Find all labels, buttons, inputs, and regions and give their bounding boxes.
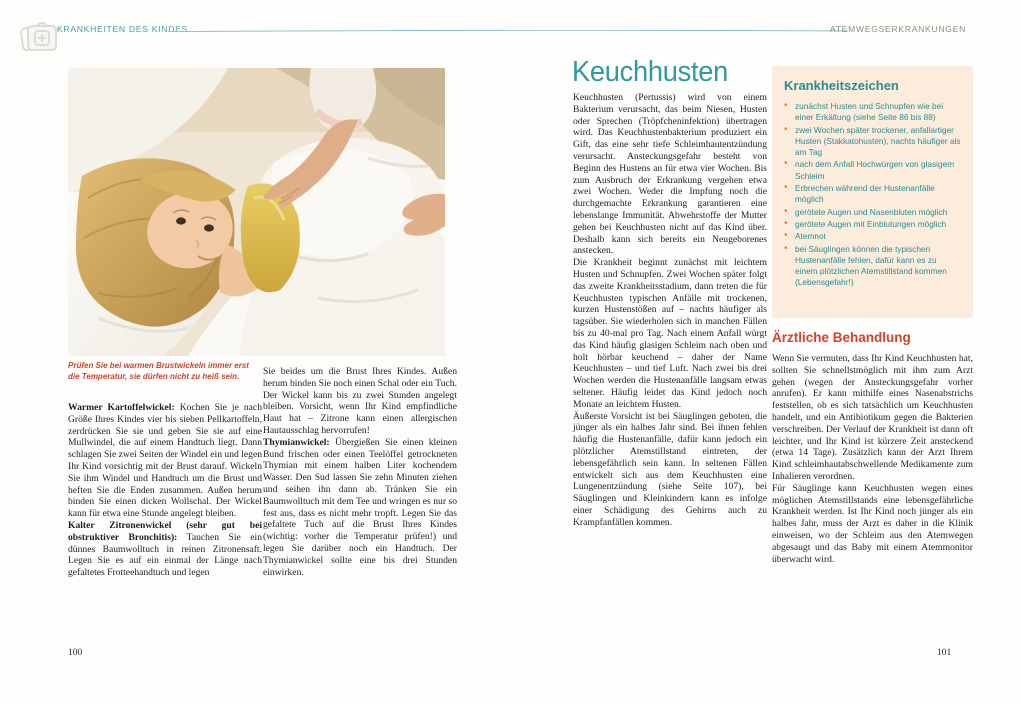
symptom-text: bei Säuglingen können die typischen Hustenanfälle fehlen, dafür kann es zu einem plötzlichen Atemstillstand kommen (Lebensgefahr!) [795, 243, 947, 288]
symptom-text: gerötete Augen mit Einblutungen möglich [795, 218, 947, 229]
symptoms-box-title: Krankheitszeichen [784, 78, 899, 93]
paragraph-kartoffelwickel [68, 402, 262, 520]
bullet-icon: • [784, 100, 788, 111]
page-number-left: 100 [68, 648, 83, 658]
symptom-item [784, 244, 961, 289]
symptoms-box [772, 66, 973, 318]
treatment-heading: Ärztliche Behandlung [772, 330, 911, 345]
chapter-title: Keuchhusten [572, 56, 729, 88]
running-head-left: KRANKHEITEN DES KINDES [57, 24, 188, 34]
body-paragraph: Äußerste Vorsicht ist bei Säuglingen geboten, die jünger als ein halbes Jahr sind. Bei ihnen fehlen häufig die Hustenanfälle, dafür kann jedoch ein plötzlicher Atemstillstand eintreten, der lebensgefährlich sein kann. In seltenen Fällen entwickelt sich aus dem Keuchhusten eine Lungenentzündung (siehe Seite 107), bei Säuglingen und Kleinkindern kann es infolge einer Schädigung des Gehirns auch zu Krampfanfällen kommen. [573, 410, 767, 528]
body-paragraph: Die Krankheit beginnt zunächst mit leichtem Husten und Schnupfen. Zwei Wochen später folgt das zweite Krankheitsstadium, dann treten die für Keuchhusten typischen Anfälle mit trockenen, kurzen Hustenstößen auf – nachts häufiger als tagsüber. Sie wiederholen sich in manchen Fällen bis zu 40-mal pro Tag. Nach einem Anfall würgt das Kind häufig glasigen Schleim nach oben und holt hörbar keuchend – daher der Name Keuchhusten – und tief Luft. Nach zwei bis drei Wochen werden die Hustenanfälle langsam etwas seltener. Häufig leidet das Kind jedoch noch Monate an leichtem Husten. [573, 257, 767, 410]
bullet-icon: • [784, 158, 788, 170]
paragraph-text: Sie beides um die Brust Ihres Kindes. Außen herum binden Sie noch einen Schal oder ein Tuch. Der Wickel kann bis zu zwei Stunden angelegt bleiben. Vorsicht, wenn Ihr Kind empfindliche Haut hat – Zitrone kann einen allergischen Hautausschlag hervorrufen! [263, 366, 457, 436]
symptom-text: zwei Wochen später trockener, anfallartiger Husten (Stakkatohusten), nachts häufiger als am Tag [795, 124, 961, 158]
left-column-1 [68, 402, 262, 579]
paragraph-text: Kochen Sie je nach Größe Ihres Kindes vier bis sieben Pellkartoffeln, zerdrücken Sie sie und geben Sie sie auf eine Mullwindel, die auf einem Handtuch liegt. Dann schlagen Sie zwei Seiten der Windel ein und legen Ihr Kind vorsichtig mit der Brust darauf. Wickeln Sie ihm Windel und Handtuch um die Brust und heften Sie die Enden zusammen. Außen herum binden Sie einen dicken Wollschal. Der Wickel kann für etwa eine Stunde angelegt bleiben. [68, 402, 262, 520]
symptom-item [784, 183, 961, 206]
symptom-text: Atemnot [795, 231, 826, 242]
paragraph-zitronenwickel-continued [263, 366, 457, 437]
treatment-paragraph: Für Säuglinge kann Keuchhusten wegen eines möglichen Atemstillstands eine lebensgefährliche Krankheit werden. Ist Ihr Kind noch jünger als ein halbes Jahr, muss der Arzt es daher in die Klinik einweisen, wo der Schleim aus den Atemwegen abgesaugt und das Baby mit einem Atemmonitor überwacht wird. [772, 482, 973, 565]
left-column-2 [263, 366, 457, 578]
symptom-item [784, 219, 961, 230]
body-paragraph: Keuchhusten (Pertussis) wird von einem Bakterium verursacht, das beim Niesen, Husten oder Sprechen (Tröpfcheninfektion) übertragen wird. Das Keuchhustenbakterium produziert ein Gift, das eine sehr tiefe Schleimhautentzündung verursacht. Ansteckungsgefahr besteht von Beginn des Hustens an für etwa vier Wochen. Bis zum Ausbruch der Erkrankung vergehen etwa zwei Wochen. Weder die Impfung noch die durchgemachte Erkrankung garantieren eine lebenslange Immunität. Abwehrstoffe der Mutter gehen bei Keuchhusten nicht auf das Kind über. Deshalb kann sich bereits ein Neugeborenes anstecken. [573, 92, 767, 257]
symptom-item [784, 125, 961, 159]
symptom-text: nach dem Anfall Hochwürgen von glasigem Schleim [795, 159, 955, 181]
symptom-item [784, 101, 961, 124]
page-number-right: 101 [937, 648, 952, 658]
photo-chest-wrap [68, 68, 445, 356]
bullet-icon: • [784, 205, 788, 217]
photo-caption: Prüfen Sie bei warmen Brustwickeln immer erst die Temperatur, sie dürfen nicht zu heiß sein. [68, 361, 249, 381]
symptom-text: zunächst Husten und Schnupfen wie bei einer Erkältung (siehe Seite 86 bis 88) [795, 101, 944, 123]
bullet-icon: • [784, 182, 788, 194]
symptom-text: gerötete Augen und Nasenbluten möglich [795, 206, 948, 217]
bullet-icon: • [784, 123, 788, 135]
symptom-item [784, 159, 961, 182]
paragraph-lead: Kalter Zitronenwickel (sehr gut bei obstruktiver Bronchitis): [68, 519, 262, 543]
paragraph-lead: Warmer Kartoffelwickel: [68, 402, 175, 413]
treatment-paragraph: Wenn Sie vermuten, dass Ihr Kind Keuchhusten hat, sollten Sie schnellstmöglich mit ihm zum Arzt gehen (wegen der Ansteckungsgefahr vorher anrufen). Er kann mithilfe eines Nasenabstrichs feststellen, ob es sich tatsächlich um Keuchhusten handelt, und ein Antibiotikum gegen die Bakterien verschreiben. Der Verlauf der Krankheit ist dann oft leichter, und Ihr Kind ist kürzere Zeit ansteckend (etwa 14 Tage). Zusätzlich kann der Arzt Ihrem Kind schleimhautabschwellende Medikamente zum Inhalieren verordnen. [772, 353, 973, 482]
bullet-icon: • [784, 217, 788, 229]
running-head-right: ATEMWEGSERKRANKUNGEN [829, 24, 966, 34]
header-rule [168, 30, 848, 32]
first-aid-kit-icon [16, 14, 62, 58]
symptom-text: Erbrechen während der Hustenanfälle möglich [795, 183, 935, 205]
main-column [573, 92, 767, 528]
paragraph-lead: Thymianwickel: [263, 436, 330, 448]
paragraph-text: Übergießen Sie einen kleinen Bund frischen oder einen Teelöffel getrockneten Thymian mit einem halben Liter kochendem Wasser. Den Sud lassen Sie zehn Minuten ziehen und seihen ihn dann ab. Tränken Sie ein Baumwolltuch mit dem Tee und wringen es nur so fest aus, dass es nicht mehr tropft. Legen Sie das gefaltete Tuch auf die Brust Ihres Kindes (wichtig: vorher die Temperatur prüfen!) und legen Sie darüber noch ein Handtuch. Der Thymianwickel sollte eine bis drei Stunden einwirken. [263, 436, 457, 578]
paragraph-zitronenwickel [68, 520, 262, 579]
paragraph-text: Tauchen Sie ein dünnes Baumwolltuch in reinen Zitronensaft. Legen Sie es auf ein einmal der Länge nach gefaltetes Frotteehandtuch und legen [68, 531, 263, 579]
treatment-column [772, 353, 973, 565]
symptom-item [784, 231, 961, 242]
paragraph-thymianwickel [263, 437, 457, 579]
bullet-icon: • [784, 230, 788, 242]
bullet-icon: • [784, 242, 788, 254]
symptom-item [784, 207, 961, 218]
